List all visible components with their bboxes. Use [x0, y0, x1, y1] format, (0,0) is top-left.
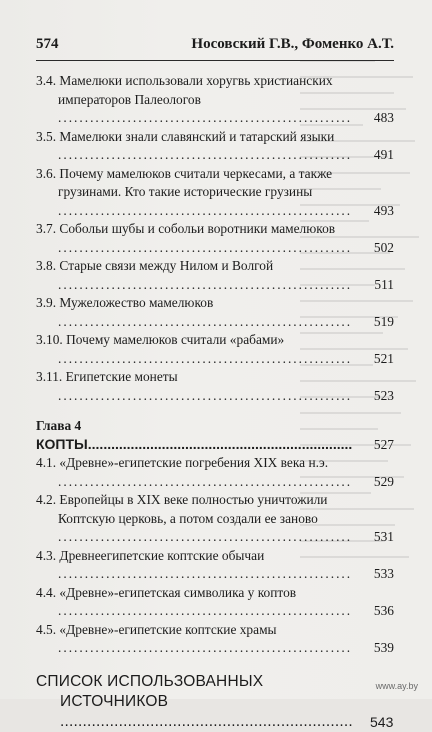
chapter-title-entry — [36, 435, 394, 454]
toc-leader: ....................................................... — [58, 603, 353, 618]
toc-entry-title: 3.10. Почему мамелюков считали «рабами» — [36, 332, 285, 347]
toc-entry — [36, 491, 394, 547]
toc-section-4-entries — [36, 454, 394, 658]
toc-leader: ....................................................... — [58, 529, 353, 544]
toc-entry-page: 523 — [373, 387, 394, 403]
toc-entry-page: 493 — [373, 202, 394, 218]
toc-entry — [36, 454, 394, 491]
toc-leader: ....................................................... — [58, 202, 353, 218]
toc-entry-page: 529 — [373, 473, 394, 489]
toc-entry — [36, 331, 394, 368]
toc-leader: ....................................................... — [58, 147, 353, 162]
toc-leader: ................................................................. — [60, 712, 353, 730]
toc-entry-title: 4.2. Европейцы в XIX веке полностью уничтожили Коптскую церковь, а потом создали ее заново — [36, 492, 328, 526]
toc-entry-page: 539 — [373, 640, 394, 655]
toc-leader: ....................................................... — [58, 239, 353, 255]
toc-entry-title: 3.4. Мамелюки использовали хоругвь христианских императоров Палеологов — [36, 73, 333, 107]
toc-entry-title: 4.5. «Древне»-египетские коптские храмы — [36, 621, 277, 637]
toc-leader: ....................................................... — [58, 640, 353, 655]
toc-entry-title: 3.5. Мамелюки знали славянский и татарский языки — [36, 128, 335, 144]
page-number: 574 — [36, 36, 59, 52]
toc-leader: ....................................................... — [58, 350, 353, 366]
toc-entry — [36, 547, 394, 584]
toc-entry — [36, 621, 394, 658]
toc-entry — [36, 368, 394, 405]
toc-entry-page: 511 — [374, 276, 394, 292]
toc-entry-page: 483 — [373, 110, 394, 125]
chapter-label: Глава 4 — [36, 418, 82, 433]
toc-entry-title: 4.1. «Древне»-египетские погребения XIX века н.э. — [36, 455, 329, 470]
toc-entry — [36, 584, 394, 621]
toc-section-3-entries — [36, 72, 394, 405]
toc-entry — [36, 220, 394, 257]
toc-entry-title: 4.4. «Древне»-египетская символика у коптов — [36, 584, 297, 600]
toc-leader: ....................................................... — [58, 276, 353, 292]
toc-entry-page: 521 — [373, 350, 394, 366]
running-header — [36, 36, 394, 58]
header-rule — [36, 60, 394, 61]
toc-leader: .................................................................... — [87, 436, 353, 452]
toc-entry-title: 3.8. Старые связи между Нилом и Волгой — [36, 258, 274, 273]
toc-entry — [36, 165, 394, 221]
running-header-authors: Носовский Г.В., Фоменко А.Т. — [191, 36, 394, 52]
toc-entry-page: 536 — [373, 603, 394, 618]
table-of-contents — [36, 72, 394, 732]
toc-entry-page: 519 — [373, 313, 394, 329]
toc-leader: ....................................................... — [58, 110, 353, 125]
toc-entry-page: 502 — [373, 239, 394, 255]
sources-entry: СПИСОК ИСПОЛЬЗОВАННЫХ ИСТОЧНИКОВ ................................................................. 543 — [36, 672, 394, 730]
toc-entry-title: 3.9. Мужеложество мамелюков — [36, 295, 214, 310]
toc-entry — [36, 294, 394, 331]
toc-entry-title: 3.11. Египетские монеты — [36, 369, 178, 384]
toc-entry-page: 533 — [373, 566, 394, 581]
toc-leader: ....................................................... — [58, 566, 353, 581]
toc-leader: ....................................................... — [58, 473, 353, 489]
toc-leader: ....................................................... — [58, 387, 353, 403]
toc-entry — [36, 257, 394, 294]
chapter-title: КОПТЫ — [36, 436, 88, 452]
toc-entry — [36, 72, 394, 128]
toc-entry-title: 3.6. Почему мамелюков считали черкесами, а также грузинами. Кто такие исторические грузины — [36, 165, 333, 199]
watermark: www.ay.by — [375, 681, 418, 691]
toc-entry-title: 3.7. Собольи шубы и собольи воротники мамелюков — [36, 221, 336, 236]
toc-entry-page: 491 — [373, 147, 394, 162]
chapter-page: 527 — [373, 437, 394, 452]
toc-entry-title: 4.3. Древнеегипетские коптские обычаи — [36, 547, 265, 563]
toc-leader: ....................................................... — [58, 313, 353, 329]
sources-title: СПИСОК ИСПОЛЬЗОВАННЫХ ИСТОЧНИКОВ — [36, 672, 264, 710]
toc-entry — [36, 128, 394, 165]
toc-entry-page: 531 — [373, 529, 394, 544]
